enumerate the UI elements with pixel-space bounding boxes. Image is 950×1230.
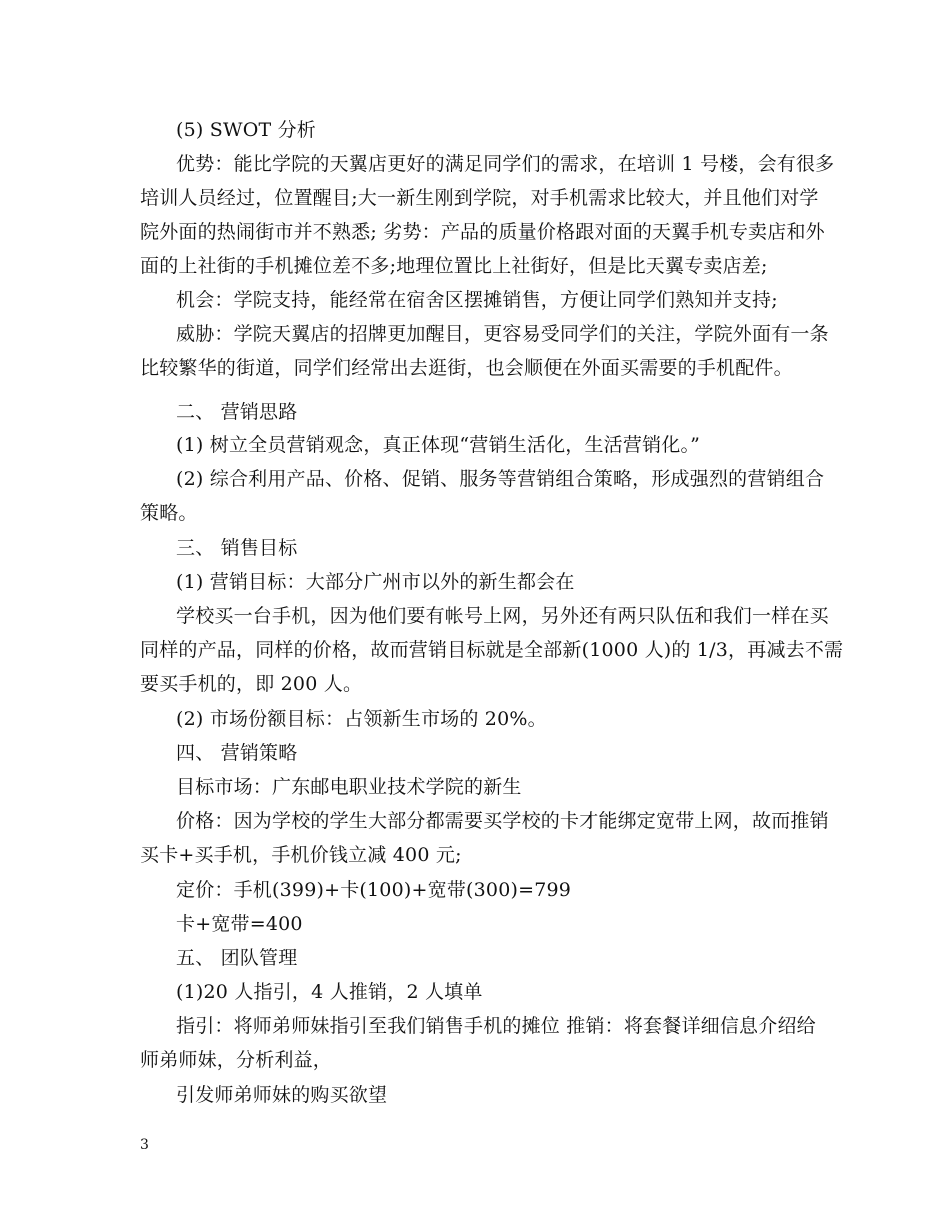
paragraph-line: (1)20 人指引，4 人推销，2 人填单 <box>176 981 483 1003</box>
paragraph-line: 威胁：学院天翼店的招牌更加醒目，更容易受同学们的关注，学院外面有一条 <box>176 323 829 345</box>
paragraph-line: (1) 树立全员营销观念，真正体现“营销生活化，生活营销化。” <box>176 434 701 456</box>
paragraph-line: 价格：因为学校的学生大部分都需要买学校的卡才能绑定宽带上网，故而推销 <box>176 810 829 832</box>
paragraph-line: 卡+宽带=400 <box>176 913 303 935</box>
section-heading: 四、 营销策略 <box>176 742 298 764</box>
paragraph-line: 优势：能比学院的天翼店更好的满足同学们的需求，在培训 1 号楼，会有很多 <box>176 153 835 175</box>
section-heading: 五、 团队管理 <box>176 947 298 969</box>
paragraph-line: 要买手机的，即 200 人。 <box>140 673 363 695</box>
section-heading: 二、 营销思路 <box>176 401 298 423</box>
paragraph-line: (1) 营销目标：大部分广州市以外的新生都会在 <box>176 571 575 593</box>
paragraph-line: 引发师弟师妹的购买欲望 <box>176 1084 388 1106</box>
paragraph-line: 师弟师妹，分析利益， <box>140 1049 333 1071</box>
paragraph-line: 策略。 <box>140 502 198 524</box>
paragraph-line: 定价：手机(399)+卡(100)+宽带(300)=799 <box>176 879 572 901</box>
paragraph-line: 买卡+买手机，手机价钱立减 400 元; <box>140 844 462 866</box>
paragraph-line: 比较繁华的街道，同学们经常出去逛街，也会顺便在外面买需要的手机配件。 <box>140 357 793 379</box>
paragraph-line: (2) 市场份额目标：占领新生市场的 20%。 <box>176 708 547 730</box>
paragraph-line: 机会：学院支持，能经常在宿舍区摆摊销售，方便让同学们熟知并支持; <box>176 289 778 311</box>
paragraph-line: 学校买一台手机，因为他们要有帐号上网，另外还有两只队伍和我们一样在买 <box>176 605 829 627</box>
swot-heading: (5) SWOT 分析 <box>176 119 316 141</box>
section-heading: 三、 销售目标 <box>176 537 298 559</box>
page-number: 3 <box>140 1137 149 1153</box>
paragraph-line: 院外面的热闹街市并不熟悉; 劣势：产品的质量价格跟对面的天翼手机专卖店和外 <box>140 221 825 243</box>
paragraph-line: 目标市场：广东邮电职业技术学院的新生 <box>176 776 522 798</box>
paragraph-line: 面的上社街的手机摊位差不多;地理位置比上社街好，但是比天翼专卖店差; <box>140 255 768 277</box>
paragraph-line: (2) 综合利用产品、价格、促销、服务等营销组合策略，形成强烈的营销组合 <box>176 468 825 490</box>
paragraph-line: 同样的产品，同样的价格，故而营销目标就是全部新(1000 人)的 1/3，再减去不需 <box>140 639 844 661</box>
paragraph-line: 指引：将师弟师妹指引至我们销售手机的摊位 推销：将套餐详细信息介绍给 <box>176 1015 816 1037</box>
paragraph-line: 培训人员经过，位置醒目;大一新生刚到学院，对手机需求比较大，并且他们对学 <box>140 187 819 209</box>
